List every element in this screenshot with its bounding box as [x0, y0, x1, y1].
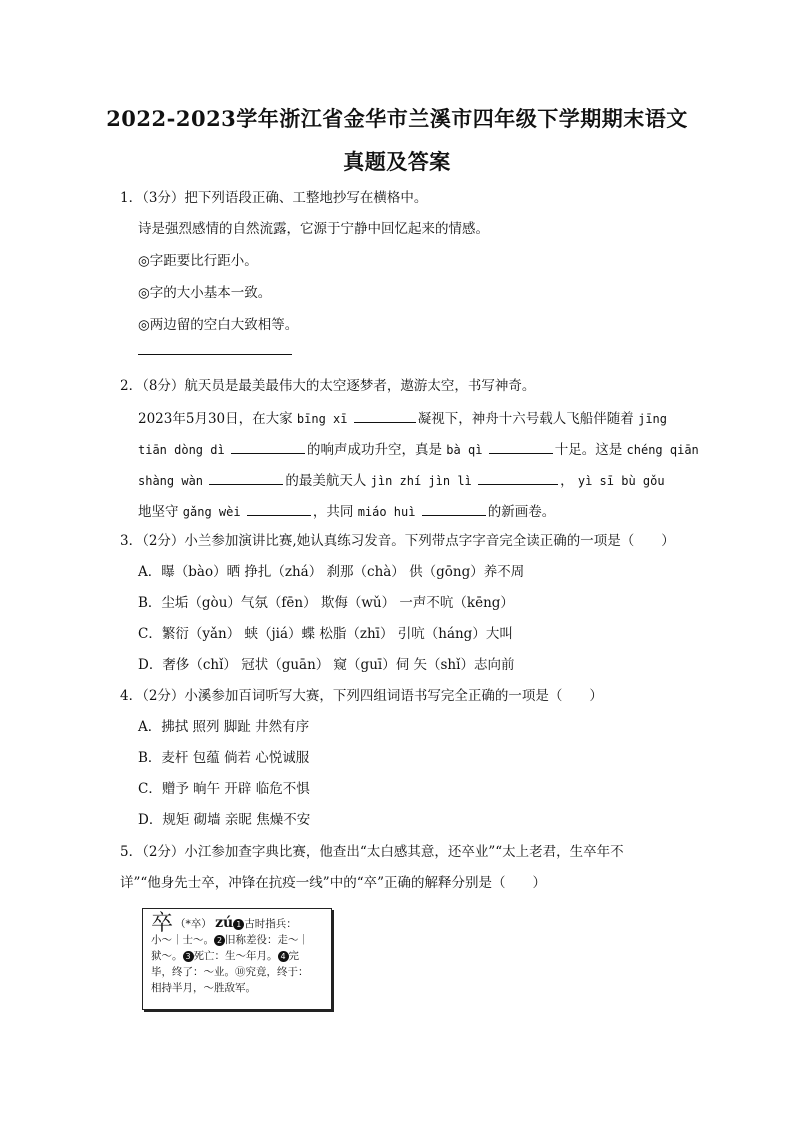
pinyin-label: miáo huì — [357, 505, 416, 519]
dict-row-3 — [151, 948, 327, 964]
q2-line-2 — [138, 439, 699, 459]
document-title-line1: 2022-2023学年浙江省金华市兰溪市四年级下学期期末语文 — [106, 106, 688, 131]
q2-text: ，共同 — [312, 504, 354, 520]
pinyin-label: bīng xī — [296, 412, 348, 426]
answer-blank[interactable] — [478, 470, 558, 485]
answer-blank[interactable] — [247, 501, 311, 516]
q5-stem-line1: 5．（2分）小江参加查字典比赛，他查出“太白感其意，还卒业”“太上老君，生卒年不 — [120, 844, 624, 860]
q2-text: 十足。这是 — [554, 442, 623, 458]
answer-blank[interactable] — [354, 408, 416, 423]
q4-option-c[interactable]: C．赠予 晌午 开辟 临危不惧 — [138, 781, 310, 797]
pinyin-label: yì sī bù gǒu — [577, 474, 665, 488]
q2-text: 2023年5月30日，在大家 — [138, 411, 293, 427]
q2-text: 的最美航天人 — [285, 473, 367, 489]
pinyin-label: jīng — [638, 412, 667, 426]
q1-passage: 诗是强烈感情的自然流露，它源于宁静中回忆起来的情感。 — [138, 221, 489, 237]
q5-stem-line2: 详”“他身先士卒，冲锋在抗疫一线”中的“卒”正确的解释分别是（ ） — [120, 875, 547, 891]
dict-sense-1-example: 小～｜士～。 — [151, 934, 214, 946]
dict-sense-2: 旧称差役：走～｜ — [225, 934, 309, 946]
q1-stem: 1．（3分）把下列语段正确、工整地抄写在横格中。 — [120, 190, 428, 206]
q1-answer-line[interactable] — [138, 354, 292, 355]
answer-blank[interactable] — [209, 470, 283, 485]
q2-line-1 — [138, 408, 667, 428]
q4-option-b[interactable]: B．麦杆 包蕴 倘若 心悦诚服 — [138, 750, 310, 766]
dict-row-2 — [151, 932, 327, 948]
q2-text: ， — [560, 473, 574, 489]
sense-number-badge: 3 — [183, 951, 194, 962]
q4-option-a[interactable]: A．拂拭 照列 脚趾 井然有序 — [138, 719, 310, 735]
dict-sense-2-example: 狱～。 — [151, 950, 183, 962]
dict-sense-4-start: 完 — [288, 950, 299, 962]
q2-text: 的响声成功升空，真是 — [307, 442, 442, 458]
dictionary-entry — [151, 911, 327, 996]
q4-option-d[interactable]: D．规矩 砌墙 亲昵 焦燥不安 — [138, 812, 311, 828]
q3-option-a[interactable]: A．曝（bào）晒 挣扎（zhá） 刹那（chà） 供（gōng）养不周 — [138, 564, 525, 580]
answer-blank[interactable] — [422, 501, 486, 516]
pinyin-label: jìn zhí jìn lì — [370, 474, 472, 488]
pinyin-label: tiān dòng dì — [138, 443, 225, 457]
q2-text: 的新画卷。 — [487, 504, 556, 520]
q2-text: 地坚守 — [138, 504, 179, 520]
q2-line-4 — [138, 501, 555, 521]
pinyin-label: gǎng wèi — [182, 505, 241, 519]
dict-row-1 — [151, 911, 327, 936]
dict-variant: （*卒） — [175, 918, 212, 930]
q2-text: 凝视下，神舟十六号载人飞船伴随着 — [417, 411, 634, 427]
document-title-line2: 真题及答案 — [343, 149, 451, 174]
answer-blank[interactable] — [489, 439, 553, 454]
answer-blank[interactable] — [231, 439, 305, 454]
q1-requirement-3: ◎两边留的空白大致相等。 — [138, 317, 299, 333]
sense-number-badge: 4 — [278, 951, 289, 962]
dict-row-5: 相持半月，～胜敌军。 — [151, 982, 256, 994]
pinyin-label: shàng wàn — [138, 474, 204, 488]
dict-sense-3: 死亡：生～年月。 — [193, 950, 278, 962]
dict-row-4: 毕，终了：～业。⑩究竟，终于： — [151, 966, 309, 978]
q3-option-c[interactable]: C．繁衍（yǎn） 蛱（jiá）蝶 松脂（zhī） 引吭（háng）大叫 — [138, 626, 513, 642]
q3-option-b[interactable]: B．尘垢（gòu）气氛（fēn） 欺侮（wǔ） 一声不吭（kēng） — [138, 595, 514, 611]
q1-requirement-1: ◎字距要比行距小。 — [138, 253, 258, 269]
q3-stem: 3．（2分）小兰参加演讲比赛,她认真练习发音。下列带点字字音完全读正确的一项是（ ） — [120, 533, 675, 549]
pinyin-label: bà qì — [446, 443, 483, 457]
dictionary-excerpt — [142, 908, 332, 1010]
sense-number-badge: 2 — [214, 935, 225, 946]
dict-sense-1: 古时指兵： — [244, 918, 297, 930]
q1-requirement-2: ◎字的大小基本一致。 — [138, 285, 272, 301]
dict-headword: 卒 — [151, 911, 174, 936]
q2-stem: 2．（8分）航天员是最美最伟大的太空逐梦者，遨游太空，书写神奇。 — [120, 378, 536, 394]
sense-number-badge: 1 — [233, 919, 244, 930]
dict-pinyin: zú — [215, 915, 234, 931]
q4-stem: 4．（2分）小溪参加百词听写大赛，下列四组词语书写完全正确的一项是（ ） — [120, 688, 603, 704]
q3-option-d[interactable]: D．奢侈（chǐ） 冠状（guān） 窥（guī）伺 矢（shǐ）志向前 — [138, 657, 515, 673]
pinyin-label: chéng qiān — [626, 443, 699, 457]
q2-line-3 — [138, 470, 665, 490]
